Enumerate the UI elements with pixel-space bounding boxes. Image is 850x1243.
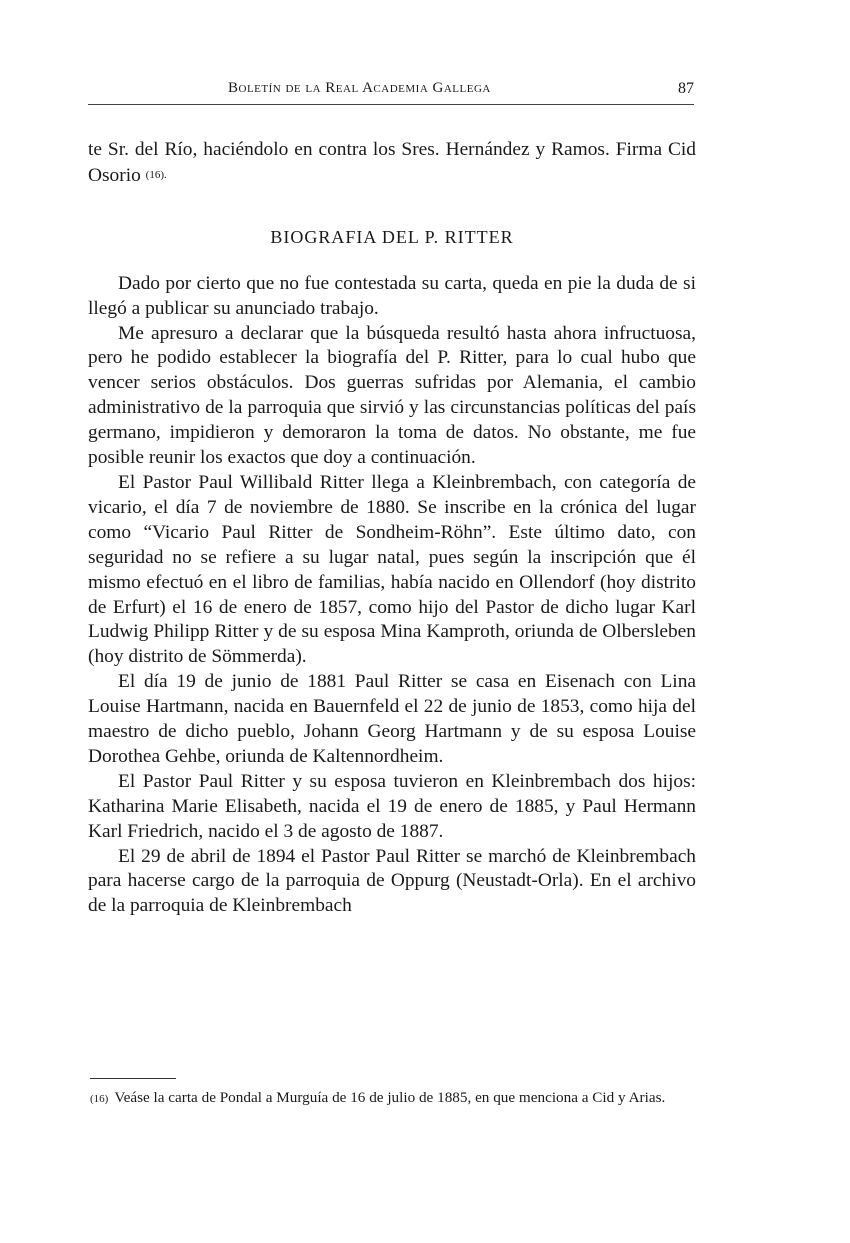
paragraph-1: [88, 138, 696, 189]
paragraph-1-text: te Sr. del Río, haciéndolo en contra los Sres. Hernández y Ramos. Firma Cid Osorio: [88, 139, 696, 186]
running-header: [88, 80, 694, 105]
paragraph-5: El día 19 de junio de 1881 Paul Ritter se casa en Eisenach con Lina Louise Hartmann, nacida en Bauernfeld el 22 de junio de 1853, como hija del maestro de dicho pueblo, Johann Georg Hartmann y de su esposa Louise Dorothea Gehbe, oriunda de Kaltennordheim.: [88, 671, 696, 767]
paragraph-7: El 29 de abril de 1894 el Pastor Paul Ritter se marchó de Kleinbrembach para hacerse cargo de la parroquia de Oppurg (Neustadt-Orla). En el archivo de la parroquia de Kleinbrembach: [88, 845, 696, 917]
page-number: 87: [678, 80, 694, 97]
footnote-text: Veáse la carta de Pondal a Murguía de 16 de julio de 1885, en que menciona a Cid y Arias.: [114, 1089, 666, 1106]
paragraph-6: El Pastor Paul Ritter y su esposa tuvieron en Kleinbrembach dos hijos: Katharina Marie Elisabeth, nacida el 19 de enero de 1885, y Paul Hermann Karl Friedrich, nacido el 3 de agosto de 1887.: [88, 770, 696, 842]
section-title: BIOGRAFIA DEL P. RITTER: [270, 226, 514, 247]
paragraph-4: El Pastor Paul Willibald Ritter llega a Kleinbrembach, con categoría de vicario, el día 7 de noviembre de 1880. Se inscribe en la crónica del lugar como “Vicario Paul Ritter de Sondheim-Röhn”. Este último dato, con seguridad no se refiere a su lugar natal, pues según la inscripción que él mismo efectuó en el libro de familias, había nacido en Ollendorf (hoy distrito de Erfurt) el 16 de enero de 1857, como hijo del Pastor de dicho lugar Karl Ludwig Philipp Ritter y de su esposa Mina Kamproth, oriunda de Olbersleben (hoy distrito de Sömmerda).: [88, 471, 696, 668]
journal-title: Boletín de la Real Academia Gallega: [228, 80, 491, 96]
paragraph-3: Me apresuro a declarar que la búsqueda resultó hasta ahora infructuosa, pero he podido establecer la biografía del P. Ritter, para lo cual hubo que vencer serios obstáculos. Dos guerras sufridas por Alemania, el cambio administrativo de la parroquia que sirvió y las circunstancias políticas del país germano, impidieron y demoraron la toma de datos. No obstante, me fue posible reunir los exactos que doy a continuación.: [88, 322, 696, 469]
footnote-divider: [90, 1078, 176, 1079]
footnote: [90, 1088, 698, 1109]
paragraph-2: Dado por cierto que no fue contestada su carta, queda en pie la duda de si llegó a publicar su anunciado trabajo.: [88, 272, 696, 319]
footnote-reference: (16).: [145, 168, 167, 181]
body-text: [88, 138, 696, 919]
footnote-mark: (16): [90, 1093, 109, 1105]
